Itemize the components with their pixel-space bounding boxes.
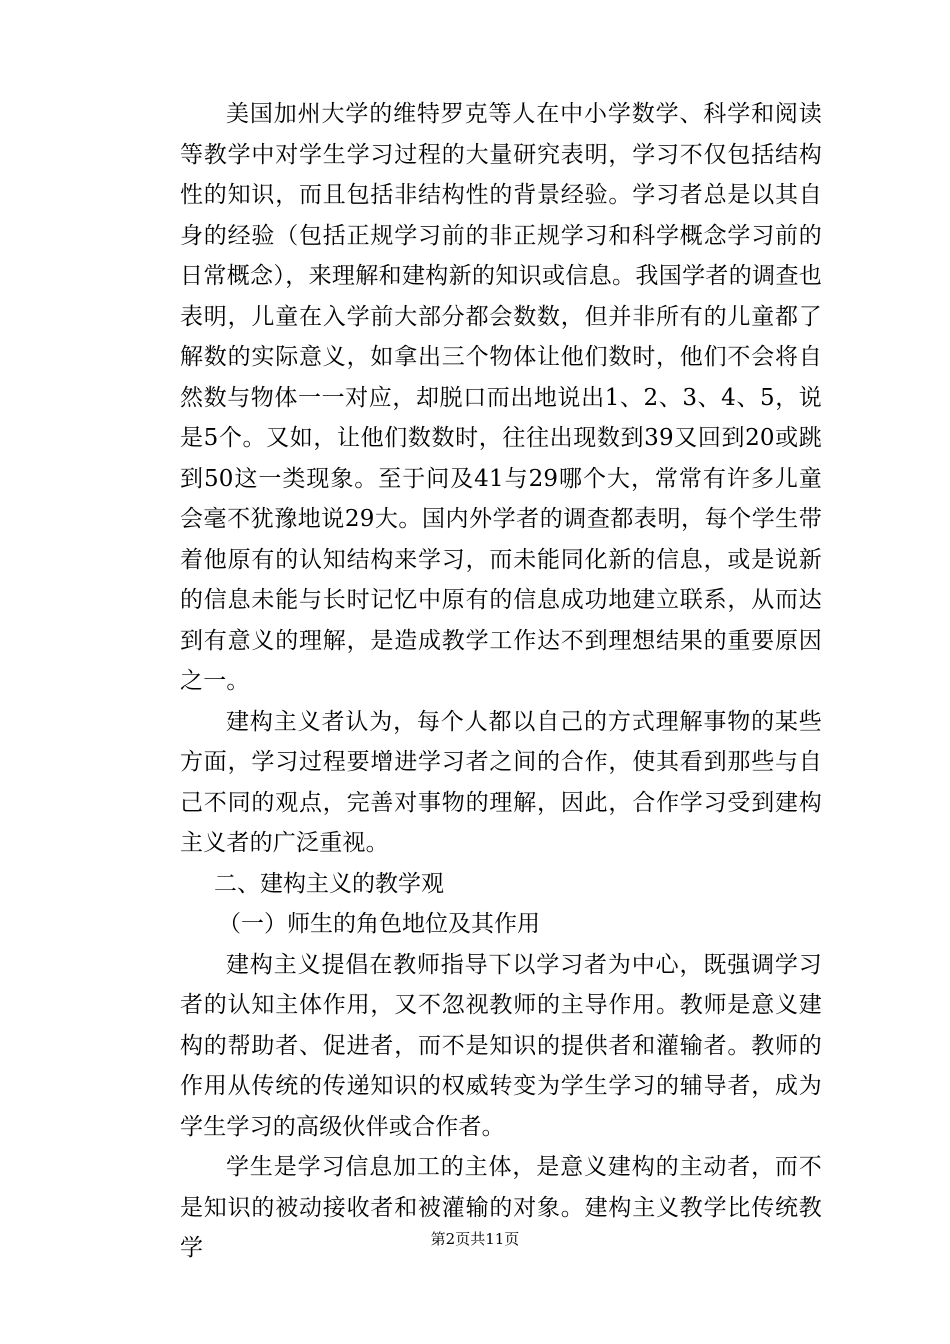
document-body bbox=[180, 94, 822, 1269]
paragraph-student-role: 学生是学习信息加工的主体，是意义建构的主动者，而不是知识的被动接收者和被灌输的对象。建构主义教学比传统教学 bbox=[180, 1154, 822, 1261]
page-number-footer: 第2页共11页 bbox=[430, 1230, 520, 1248]
section-heading: 二、建构主义的教学观 bbox=[214, 870, 444, 897]
subsection-heading: （一）师生的角色地位及其作用 bbox=[218, 911, 540, 937]
paragraph-prior-knowledge: 美国加州大学的维特罗克等人在中小学数学、科学和阅读等教学中对学生学习过程的大量研究表明，学习不仅包括结构性的知识，而且包括非结构性的背景经验。学习者总是以其自身的经验（包括正规学习前的非正规学习和科学概念学习前的日常概念），来理解和建构新的知识或信息。我国学者的调查也表明，儿童在入学前大部分都会数数，但并非所有的儿童都了解数的实际意义，如拿出三个物体让他们数时，他们不会将自然数与物体一一对应，却脱口而出地说出1、2、3、4、5，说是5个。又如，让他们数数时，往往出现数到39又回到20或跳到50这一类现象。至于问及41与29哪个大，常常有许多儿童会毫不犹豫地说29大。国内外学者的调查都表明，每个学生带着他原有的认知结构来学习，而未能同化新的信息，或是说新的信息未能与长时记忆中原有的信息成功地建立联系，从而达到有意义的理解，是造成教学工作达不到理想结果的重要原因之一。 bbox=[180, 101, 822, 694]
paragraph-cooperative-learning: 建构主义者认为，每个人都以自己的方式理解事物的某些方面，学习过程要增进学习者之间的合作，使其看到那些与自己不同的观点，完善对事物的理解，因此，合作学习受到建构主义者的广泛重视。 bbox=[180, 708, 822, 856]
paragraph-teacher-role: 建构主义提倡在教师指导下以学习者为中心，既强调学习者的认知主体作用，又不忽视教师的主导作用。教师是意义建构的帮助者、促进者，而不是知识的提供者和灌输者。教师的作用从传统的传递知识的权威转变为学生学习的辅导者，成为学生学习的高级伙伴或合作者。 bbox=[180, 951, 822, 1140]
